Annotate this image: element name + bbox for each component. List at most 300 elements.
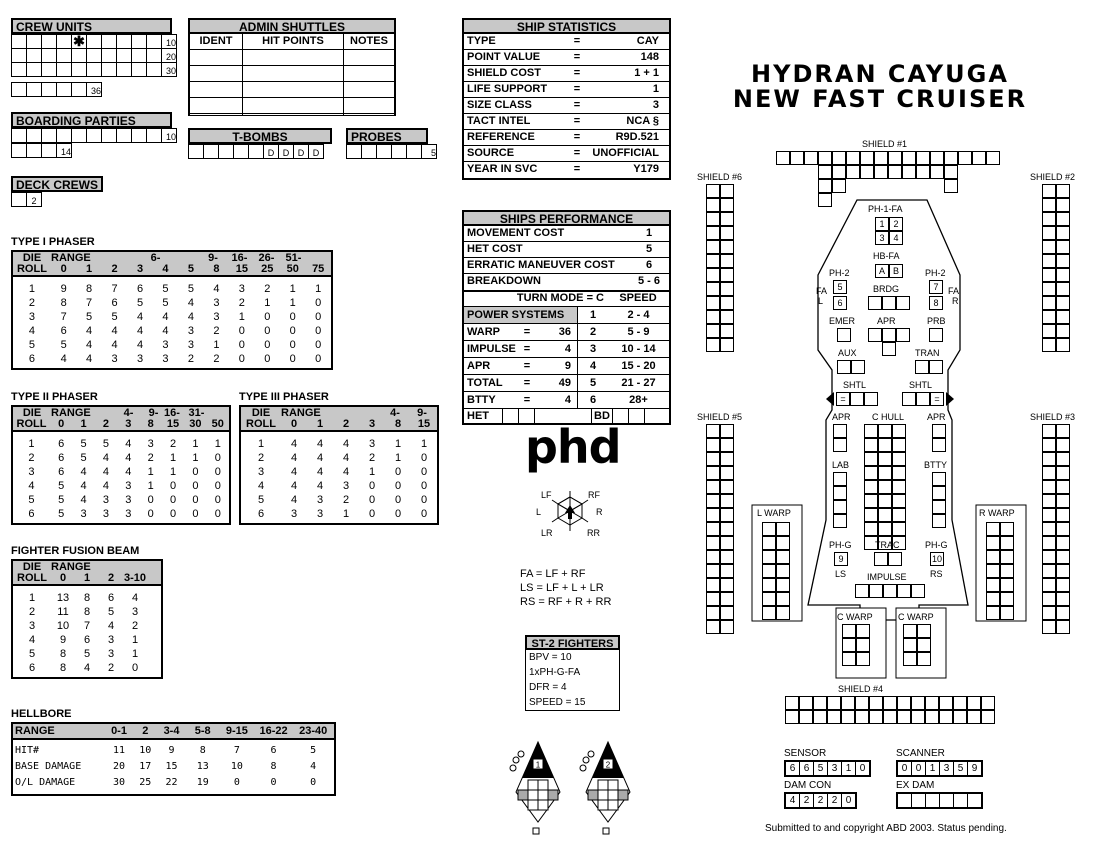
btty-box[interactable] xyxy=(932,486,946,500)
shield-6-box[interactable] xyxy=(706,268,720,282)
cwarp-right-box[interactable] xyxy=(917,652,931,666)
shield-5-box[interactable] xyxy=(706,494,720,508)
cwarp-left-box[interactable] xyxy=(856,652,870,666)
shield-4-box[interactable] xyxy=(925,710,939,724)
hb-box-b[interactable]: B xyxy=(889,264,903,278)
rwarp-box[interactable] xyxy=(1000,550,1014,564)
lab-box[interactable] xyxy=(833,500,847,514)
shield-3-box[interactable] xyxy=(1042,606,1056,620)
shield-6-box[interactable] xyxy=(706,310,720,324)
shield-2-box[interactable] xyxy=(1056,310,1070,324)
chull-box[interactable] xyxy=(892,494,906,508)
rwarp-box[interactable] xyxy=(986,592,1000,606)
chull-box[interactable] xyxy=(864,424,878,438)
shield-6-box[interactable] xyxy=(720,212,734,226)
shield-5-box[interactable] xyxy=(720,536,734,550)
shield-1-box[interactable] xyxy=(958,151,972,165)
shield-3-box[interactable] xyxy=(1042,550,1056,564)
track-box[interactable]: 1 xyxy=(926,761,940,776)
shield-3-box[interactable] xyxy=(1042,480,1056,494)
cwarp-left-box[interactable] xyxy=(856,624,870,638)
shield-6-box[interactable] xyxy=(706,226,720,240)
shield-5-box[interactable] xyxy=(720,480,734,494)
chull-box[interactable] xyxy=(878,452,892,466)
lwarp-box[interactable] xyxy=(762,592,776,606)
shield-4-box[interactable] xyxy=(799,710,813,724)
shield-5-box[interactable] xyxy=(706,424,720,438)
lwarp-box[interactable] xyxy=(776,536,790,550)
chull-box[interactable] xyxy=(892,480,906,494)
trac-box[interactable] xyxy=(874,552,888,566)
cwarp-left-box[interactable] xyxy=(842,624,856,638)
shield-3-box[interactable] xyxy=(1042,620,1056,634)
shield-1-box[interactable] xyxy=(944,165,958,179)
aux-box[interactable] xyxy=(851,360,865,374)
shield-6-box[interactable] xyxy=(706,198,720,212)
shield-1-box[interactable] xyxy=(930,165,944,179)
shield-3-box[interactable] xyxy=(1056,550,1070,564)
rwarp-box[interactable] xyxy=(986,606,1000,620)
shield-1-box[interactable] xyxy=(776,151,790,165)
chull-box[interactable] xyxy=(878,480,892,494)
shield-5-box[interactable] xyxy=(720,606,734,620)
shield-5-box[interactable] xyxy=(720,424,734,438)
chull-box[interactable] xyxy=(892,522,906,536)
track-box[interactable]: 2 xyxy=(828,793,842,808)
chull-box[interactable] xyxy=(892,438,906,452)
track-box[interactable]: 0 xyxy=(897,761,912,776)
shield-5-box[interactable] xyxy=(706,536,720,550)
rwarp-box[interactable] xyxy=(1000,522,1014,536)
shield-4-box[interactable] xyxy=(827,710,841,724)
shield-2-box[interactable] xyxy=(1042,310,1056,324)
track-box[interactable]: 0 xyxy=(842,793,857,808)
lwarp-box[interactable] xyxy=(776,578,790,592)
track-box[interactable]: 0 xyxy=(856,761,871,776)
lab-box[interactable] xyxy=(833,472,847,486)
shield-6-box[interactable] xyxy=(720,296,734,310)
shield-1-box[interactable] xyxy=(832,165,846,179)
chull-box[interactable] xyxy=(864,452,878,466)
shield-3-box[interactable] xyxy=(1056,606,1070,620)
brdg-box[interactable] xyxy=(882,296,896,310)
shield-3-box[interactable] xyxy=(1042,494,1056,508)
phg-box-9[interactable]: 9 xyxy=(834,552,848,566)
shield-4-box[interactable] xyxy=(869,710,883,724)
shield-3-box[interactable] xyxy=(1042,592,1056,606)
track-box[interactable]: 2 xyxy=(800,793,814,808)
chull-box[interactable] xyxy=(878,466,892,480)
btty-box[interactable] xyxy=(932,500,946,514)
lwarp-box[interactable] xyxy=(776,550,790,564)
shield-4-box[interactable] xyxy=(953,710,967,724)
shield-1-box[interactable] xyxy=(972,151,986,165)
apr-box[interactable] xyxy=(882,328,896,342)
shield-1-box[interactable] xyxy=(874,151,888,165)
shield-3-box[interactable] xyxy=(1056,620,1070,634)
track-box[interactable]: 2 xyxy=(814,793,828,808)
shield-5-box[interactable] xyxy=(720,550,734,564)
impulse-box[interactable] xyxy=(883,584,897,598)
cwarp-right-box[interactable] xyxy=(903,638,917,652)
ph1-box-2[interactable]: 2 xyxy=(889,217,903,231)
btty-box[interactable] xyxy=(932,472,946,486)
impulse-box[interactable] xyxy=(869,584,883,598)
shield-2-box[interactable] xyxy=(1042,268,1056,282)
shield-4-box[interactable] xyxy=(883,696,897,710)
shield-6-box[interactable] xyxy=(720,310,734,324)
lab-box[interactable] xyxy=(833,486,847,500)
shield-6-box[interactable] xyxy=(720,282,734,296)
btty-box[interactable] xyxy=(932,514,946,528)
ph2-box-8[interactable]: 8 xyxy=(929,296,943,310)
shield-2-box[interactable] xyxy=(1042,240,1056,254)
shtl-box-left[interactable]: = xyxy=(836,392,850,406)
chull-box[interactable] xyxy=(892,452,906,466)
shield-5-box[interactable] xyxy=(706,620,720,634)
impulse-box[interactable] xyxy=(911,584,925,598)
chull-box[interactable] xyxy=(878,508,892,522)
shield-4-box[interactable] xyxy=(883,710,897,724)
shield-1-box[interactable] xyxy=(818,165,832,179)
shield-3-box[interactable] xyxy=(1042,508,1056,522)
track-box[interactable] xyxy=(912,793,926,808)
shtl-box-left[interactable] xyxy=(850,392,864,406)
prb-box[interactable] xyxy=(929,328,943,342)
lwarp-box[interactable] xyxy=(776,564,790,578)
shield-3-box[interactable] xyxy=(1056,424,1070,438)
apr-box[interactable] xyxy=(882,342,896,356)
shield-6-box[interactable] xyxy=(706,282,720,296)
shield-2-box[interactable] xyxy=(1056,212,1070,226)
shield-6-box[interactable] xyxy=(720,226,734,240)
shield-2-box[interactable] xyxy=(1056,324,1070,338)
cwarp-right-box[interactable] xyxy=(903,652,917,666)
lwarp-box[interactable] xyxy=(762,522,776,536)
shield-4-box[interactable] xyxy=(855,710,869,724)
aux-box[interactable] xyxy=(837,360,851,374)
shield-5-box[interactable] xyxy=(720,592,734,606)
track-box[interactable]: 6 xyxy=(785,761,800,776)
shield-3-box[interactable] xyxy=(1042,536,1056,550)
lwarp-box[interactable] xyxy=(776,606,790,620)
shield-3-box[interactable] xyxy=(1056,494,1070,508)
shield-2-box[interactable] xyxy=(1042,226,1056,240)
shield-1-box[interactable] xyxy=(832,179,846,193)
lab-box[interactable] xyxy=(833,514,847,528)
shield-2-box[interactable] xyxy=(1042,254,1056,268)
shield-4-box[interactable] xyxy=(981,710,995,724)
shield-6-box[interactable] xyxy=(720,254,734,268)
shtl-box-right[interactable]: = xyxy=(930,392,944,406)
shield-6-box[interactable] xyxy=(706,240,720,254)
hb-box-a[interactable]: A xyxy=(875,264,889,278)
chull-box[interactable] xyxy=(878,494,892,508)
shield-2-box[interactable] xyxy=(1056,282,1070,296)
chull-box[interactable] xyxy=(864,494,878,508)
ph1-box-4[interactable]: 4 xyxy=(889,231,903,245)
lwarp-box[interactable] xyxy=(762,578,776,592)
shield-4-box[interactable] xyxy=(799,696,813,710)
chull-box[interactable] xyxy=(892,508,906,522)
shield-3-box[interactable] xyxy=(1042,522,1056,536)
shield-1-box[interactable] xyxy=(818,151,832,165)
shield-1-box[interactable] xyxy=(860,165,874,179)
shield-3-box[interactable] xyxy=(1056,480,1070,494)
shield-4-box[interactable] xyxy=(785,710,799,724)
shield-6-box[interactable] xyxy=(720,324,734,338)
shield-4-box[interactable] xyxy=(897,710,911,724)
track-box[interactable] xyxy=(968,793,983,808)
cwarp-left-box[interactable] xyxy=(856,638,870,652)
shield-5-box[interactable] xyxy=(706,606,720,620)
shield-5-box[interactable] xyxy=(706,452,720,466)
shield-2-box[interactable] xyxy=(1042,212,1056,226)
rwarp-box[interactable] xyxy=(1000,578,1014,592)
shield-2-box[interactable] xyxy=(1056,184,1070,198)
apr-box[interactable] xyxy=(896,328,910,342)
shield-6-box[interactable] xyxy=(706,296,720,310)
shield-1-box[interactable] xyxy=(944,179,958,193)
rwarp-box[interactable] xyxy=(986,522,1000,536)
shield-5-box[interactable] xyxy=(706,508,720,522)
track-box[interactable] xyxy=(897,793,912,808)
ph1-box-1[interactable]: 1 xyxy=(875,217,889,231)
shield-2-box[interactable] xyxy=(1042,324,1056,338)
shield-2-box[interactable] xyxy=(1056,254,1070,268)
lwarp-box[interactable] xyxy=(762,550,776,564)
track-box[interactable]: 9 xyxy=(968,761,983,776)
shield-1-box[interactable] xyxy=(874,165,888,179)
shield-6-box[interactable] xyxy=(706,338,720,352)
shield-5-box[interactable] xyxy=(720,452,734,466)
tran-box[interactable] xyxy=(929,360,943,374)
shield-2-box[interactable] xyxy=(1042,184,1056,198)
shield-1-box[interactable] xyxy=(902,151,916,165)
shield-5-box[interactable] xyxy=(720,620,734,634)
rwarp-box[interactable] xyxy=(986,578,1000,592)
emer-box[interactable] xyxy=(837,328,851,342)
shield-4-box[interactable] xyxy=(855,696,869,710)
rwarp-box[interactable] xyxy=(1000,564,1014,578)
chull-box[interactable] xyxy=(878,522,892,536)
shield-4-box[interactable] xyxy=(925,696,939,710)
shield-2-box[interactable] xyxy=(1056,296,1070,310)
shield-4-box[interactable] xyxy=(981,696,995,710)
shield-2-box[interactable] xyxy=(1056,226,1070,240)
lwarp-box[interactable] xyxy=(762,536,776,550)
shield-1-box[interactable] xyxy=(930,151,944,165)
shield-3-box[interactable] xyxy=(1056,592,1070,606)
shield-3-box[interactable] xyxy=(1056,438,1070,452)
shield-4-box[interactable] xyxy=(967,696,981,710)
shield-3-box[interactable] xyxy=(1056,508,1070,522)
cwarp-right-box[interactable] xyxy=(903,624,917,638)
trac-box[interactable] xyxy=(888,552,902,566)
phg-box-10[interactable]: 10 xyxy=(931,554,942,564)
shield-5-box[interactable] xyxy=(720,522,734,536)
cwarp-right-box[interactable] xyxy=(917,638,931,652)
shield-6-box[interactable] xyxy=(720,338,734,352)
track-box[interactable]: 1 xyxy=(842,761,856,776)
lwarp-box[interactable] xyxy=(762,564,776,578)
track-box[interactable]: 6 xyxy=(800,761,814,776)
shield-6-box[interactable] xyxy=(706,324,720,338)
ph2-box-6[interactable]: 6 xyxy=(833,296,847,310)
shield-3-box[interactable] xyxy=(1042,438,1056,452)
lwarp-box[interactable] xyxy=(776,522,790,536)
shield-1-box[interactable] xyxy=(916,165,930,179)
apr-right-box[interactable] xyxy=(932,438,946,452)
shield-1-box[interactable] xyxy=(846,151,860,165)
shield-1-box[interactable] xyxy=(832,151,846,165)
shield-4-box[interactable] xyxy=(869,696,883,710)
shield-5-box[interactable] xyxy=(706,438,720,452)
lwarp-box[interactable] xyxy=(776,592,790,606)
shield-6-box[interactable] xyxy=(706,212,720,226)
impulse-box[interactable] xyxy=(897,584,911,598)
shield-5-box[interactable] xyxy=(706,578,720,592)
ph1-box-3[interactable]: 3 xyxy=(875,231,889,245)
cwarp-left-box[interactable] xyxy=(842,652,856,666)
shield-5-box[interactable] xyxy=(706,550,720,564)
chull-box[interactable] xyxy=(864,466,878,480)
track-box[interactable]: 0 xyxy=(912,761,926,776)
shield-5-box[interactable] xyxy=(706,466,720,480)
rwarp-box[interactable] xyxy=(986,536,1000,550)
ph2-box-7[interactable]: 7 xyxy=(929,280,943,294)
shield-4-box[interactable] xyxy=(813,710,827,724)
shield-6-box[interactable] xyxy=(720,198,734,212)
impulse-box[interactable] xyxy=(855,584,869,598)
shield-2-box[interactable] xyxy=(1056,338,1070,352)
chull-box[interactable] xyxy=(864,508,878,522)
brdg-box[interactable] xyxy=(896,296,910,310)
shield-4-box[interactable] xyxy=(785,696,799,710)
shield-3-box[interactable] xyxy=(1056,452,1070,466)
shield-2-box[interactable] xyxy=(1056,240,1070,254)
shield-4-box[interactable] xyxy=(841,710,855,724)
shield-4-box[interactable] xyxy=(897,696,911,710)
shield-4-box[interactable] xyxy=(827,696,841,710)
shield-1-box[interactable] xyxy=(804,151,818,165)
shield-4-box[interactable] xyxy=(967,710,981,724)
shield-5-box[interactable] xyxy=(720,466,734,480)
chull-box[interactable] xyxy=(878,424,892,438)
shield-4-box[interactable] xyxy=(939,710,953,724)
shield-5-box[interactable] xyxy=(706,480,720,494)
rwarp-box[interactable] xyxy=(986,564,1000,578)
shield-1-box[interactable] xyxy=(986,151,1000,165)
shield-2-box[interactable] xyxy=(1042,338,1056,352)
chull-box[interactable] xyxy=(864,522,878,536)
track-box[interactable]: 4 xyxy=(785,793,800,808)
shield-5-box[interactable] xyxy=(706,592,720,606)
shield-5-box[interactable] xyxy=(706,564,720,578)
shield-3-box[interactable] xyxy=(1042,578,1056,592)
rwarp-box[interactable] xyxy=(986,550,1000,564)
tran-box[interactable] xyxy=(915,360,929,374)
chull-box[interactable] xyxy=(864,438,878,452)
track-box[interactable] xyxy=(954,793,968,808)
track-box[interactable]: 3 xyxy=(828,761,842,776)
shield-3-box[interactable] xyxy=(1056,578,1070,592)
shield-1-box[interactable] xyxy=(944,151,958,165)
cwarp-left-box[interactable] xyxy=(842,638,856,652)
shield-1-box[interactable] xyxy=(888,151,902,165)
shield-1-box[interactable] xyxy=(818,193,832,207)
shield-4-box[interactable] xyxy=(841,696,855,710)
apr-box[interactable] xyxy=(868,328,882,342)
ph2-box-5[interactable]: 5 xyxy=(833,280,847,294)
chull-box[interactable] xyxy=(878,438,892,452)
shield-3-box[interactable] xyxy=(1056,466,1070,480)
shield-3-box[interactable] xyxy=(1042,452,1056,466)
rwarp-box[interactable] xyxy=(1000,606,1014,620)
track-box[interactable] xyxy=(940,793,954,808)
track-box[interactable]: 3 xyxy=(940,761,954,776)
shtl-box-right[interactable] xyxy=(916,392,930,406)
shtl-box-left[interactable] xyxy=(864,392,878,406)
cwarp-right-box[interactable] xyxy=(917,624,931,638)
chull-box[interactable] xyxy=(892,424,906,438)
shield-6-box[interactable] xyxy=(720,268,734,282)
chull-box[interactable] xyxy=(892,466,906,480)
shield-2-box[interactable] xyxy=(1042,282,1056,296)
shtl-box-right[interactable] xyxy=(902,392,916,406)
apr-left-box[interactable] xyxy=(833,438,847,452)
shield-3-box[interactable] xyxy=(1042,564,1056,578)
shield-1-box[interactable] xyxy=(916,151,930,165)
shield-4-box[interactable] xyxy=(953,696,967,710)
shield-5-box[interactable] xyxy=(720,438,734,452)
shield-3-box[interactable] xyxy=(1042,466,1056,480)
shield-1-box[interactable] xyxy=(818,179,832,193)
apr-left-box[interactable] xyxy=(833,424,847,438)
shield-4-box[interactable] xyxy=(813,696,827,710)
track-box[interactable]: 5 xyxy=(954,761,968,776)
rwarp-box[interactable] xyxy=(1000,592,1014,606)
shield-1-box[interactable] xyxy=(888,165,902,179)
shield-1-box[interactable] xyxy=(902,165,916,179)
rwarp-box[interactable] xyxy=(1000,536,1014,550)
shield-6-box[interactable] xyxy=(720,240,734,254)
shield-1-box[interactable] xyxy=(860,151,874,165)
track-box[interactable] xyxy=(926,793,940,808)
shield-5-box[interactable] xyxy=(720,494,734,508)
shield-3-box[interactable] xyxy=(1056,564,1070,578)
shield-5-box[interactable] xyxy=(706,522,720,536)
shield-2-box[interactable] xyxy=(1056,198,1070,212)
shield-1-box[interactable] xyxy=(790,151,804,165)
track-box[interactable]: 5 xyxy=(814,761,828,776)
apr-right-box[interactable] xyxy=(932,424,946,438)
shield-3-box[interactable] xyxy=(1056,536,1070,550)
shield-3-box[interactable] xyxy=(1042,424,1056,438)
shield-4-box[interactable] xyxy=(911,696,925,710)
brdg-box[interactable] xyxy=(868,296,882,310)
shield-5-box[interactable] xyxy=(720,508,734,522)
shield-1-box[interactable] xyxy=(846,165,860,179)
shield-5-box[interactable] xyxy=(720,578,734,592)
shield-4-box[interactable] xyxy=(911,710,925,724)
lwarp-box[interactable] xyxy=(762,606,776,620)
shield-6-box[interactable] xyxy=(720,184,734,198)
chull-box[interactable] xyxy=(864,480,878,494)
shield-3-box[interactable] xyxy=(1056,522,1070,536)
shield-2-box[interactable] xyxy=(1042,198,1056,212)
shield-6-box[interactable] xyxy=(706,184,720,198)
